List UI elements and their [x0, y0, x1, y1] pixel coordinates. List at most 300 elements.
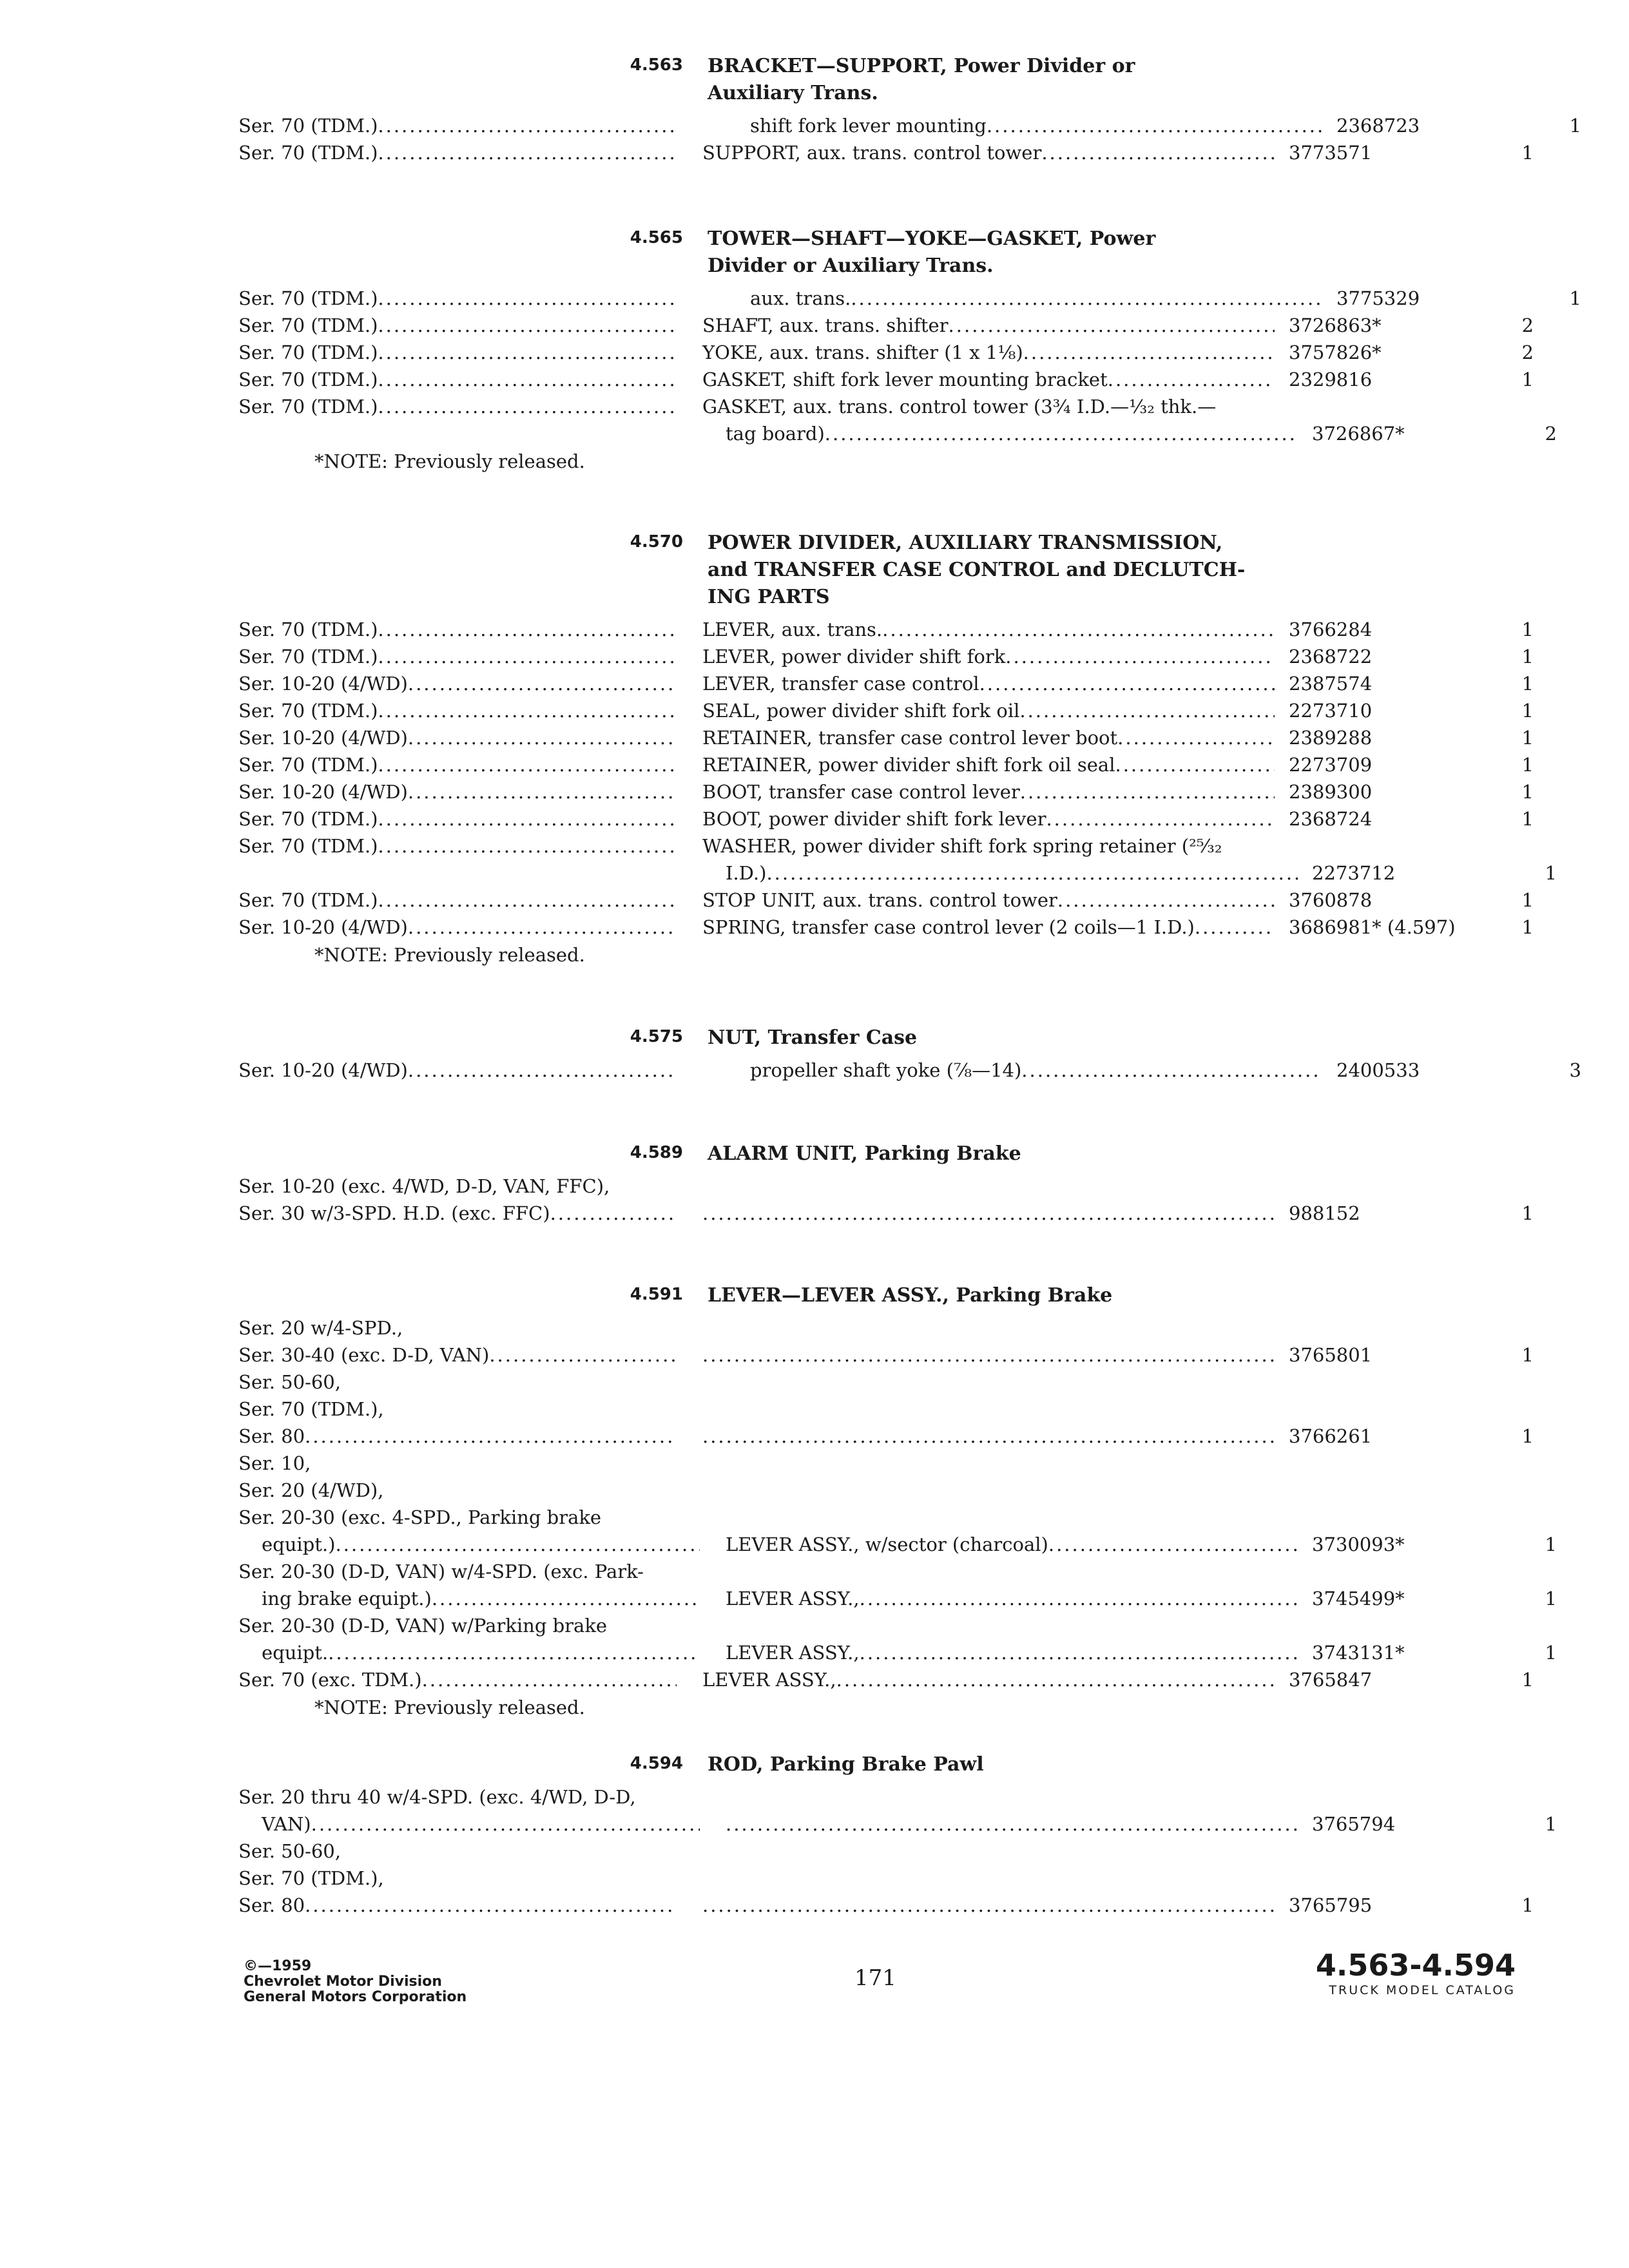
catalog-name: TRUCK MODEL CATALOG	[1329, 1983, 1516, 1997]
table-row	[238, 887, 1534, 914]
series-text: Ser. 70 (TDM.)	[238, 835, 378, 857]
section-title-line: ING PARTS	[708, 586, 830, 608]
part-number: 988152	[1289, 1202, 1360, 1224]
series-cell	[238, 1865, 677, 1892]
dot-leader	[305, 1892, 677, 1919]
table-row	[238, 1612, 1514, 1639]
quantity: 1	[1521, 1894, 1534, 1916]
quantity: 1	[1545, 1642, 1557, 1664]
dot-leader	[882, 616, 1275, 643]
description-cell	[702, 724, 1275, 751]
description-text: SEAL, power divider shift fork oil	[702, 700, 1020, 722]
dot-leader	[378, 832, 677, 860]
dot-leader	[987, 112, 1322, 139]
part-number: 3765794	[1312, 1813, 1396, 1835]
dot-leader	[1019, 697, 1275, 724]
part-number: 2368722	[1289, 646, 1373, 668]
table-row	[238, 805, 1534, 832]
catalog-section	[238, 1751, 1557, 1919]
description-cell	[702, 778, 1275, 805]
section-header	[238, 1140, 1514, 1168]
table-row	[238, 1314, 1514, 1341]
part-number: 2329816	[1289, 369, 1373, 390]
part-number: 2389300	[1289, 781, 1373, 803]
description-cell	[702, 1423, 1275, 1450]
quantity: 1	[1569, 115, 1581, 137]
dot-leader	[408, 1057, 677, 1084]
table-row	[238, 1477, 1514, 1504]
description-cell	[702, 860, 1298, 887]
series-text: Ser. 20 thru 40 w/4-SPD. (exc. 4/WD, D-D,	[238, 1786, 636, 1808]
table-row	[238, 778, 1534, 805]
part-number: 3765847	[1289, 1669, 1373, 1691]
series-cell	[238, 724, 677, 751]
dot-leader	[378, 643, 677, 670]
series-text: Ser. 20-30 (D-D, VAN) w/4-SPD. (exc. Park-	[238, 1561, 644, 1582]
quantity: 1	[1521, 754, 1534, 776]
catalog-section	[238, 1024, 1581, 1084]
series-text: Ser. 30 w/3-SPD. H.D. (exc. FFC)	[238, 1202, 550, 1224]
dot-leader	[408, 670, 677, 697]
series-text: equipt.)	[262, 1533, 336, 1555]
description-text: LEVER ASSY., w/sector (charcoal)	[726, 1533, 1048, 1555]
section-header	[238, 530, 1514, 611]
dot-leader	[378, 697, 677, 724]
dot-leader	[1115, 751, 1275, 778]
table-row	[238, 1341, 1534, 1369]
part-number: 3760878	[1289, 889, 1373, 911]
series-text: Ser. 10-20 (4/WD)	[238, 781, 408, 803]
series-text: Ser. 30-40 (exc. D-D, VAN)	[238, 1344, 490, 1366]
quantity: 1	[1521, 369, 1534, 390]
series-cell	[238, 1892, 677, 1919]
description-text: tag board)	[726, 423, 825, 445]
dot-leader	[1057, 887, 1275, 914]
table-row	[238, 1639, 1557, 1666]
series-text: Ser. 50-60,	[238, 1371, 341, 1393]
quantity: 1	[1521, 700, 1534, 722]
table-row	[238, 1892, 1534, 1919]
parts-table	[238, 1057, 1581, 1084]
section-number: 4.575	[630, 1027, 683, 1046]
series-cell	[238, 1504, 677, 1531]
description-cell	[702, 339, 1275, 366]
dot-leader	[1108, 366, 1275, 393]
series-text: Ser. 20-30 (exc. 4-SPD., Parking brake	[238, 1506, 602, 1528]
description-text: GASKET, shift fork lever mounting bracket	[702, 369, 1108, 390]
table-row	[238, 914, 1534, 941]
dot-leader	[1021, 1057, 1322, 1084]
description-text: LEVER, transfer case control	[702, 673, 979, 695]
part-number: 3775329	[1336, 287, 1420, 309]
section-number: 4.570	[630, 532, 683, 552]
part-number: 2387574	[1289, 673, 1373, 695]
dot-leader	[335, 1531, 700, 1558]
dot-leader	[1005, 643, 1275, 670]
series-text: Ser. 70 (TDM.)	[238, 808, 378, 830]
description-text: SHAFT, aux. trans. shifter	[702, 314, 949, 336]
series-cell	[238, 312, 677, 339]
series-text: Ser. 70 (TDM.)	[238, 700, 378, 722]
section-title-line: ROD, Parking Brake Pawl	[708, 1753, 984, 1776]
series-cell	[238, 616, 677, 643]
description-text: BOOT, transfer case control lever	[702, 781, 1020, 803]
quantity: 1	[1569, 287, 1581, 309]
dot-leader	[702, 1892, 1275, 1919]
description-cell	[702, 616, 1275, 643]
footnote: *NOTE: Previously released.	[314, 1696, 585, 1718]
quantity: 1	[1545, 1533, 1557, 1555]
table-row	[238, 724, 1534, 751]
section-title-line: Auxiliary Trans.	[708, 82, 878, 104]
section-title	[708, 53, 1326, 107]
catalog-section	[238, 226, 1581, 476]
series-text: Ser. 70 (TDM.)	[238, 287, 378, 309]
description-cell	[702, 914, 1275, 941]
dot-leader	[378, 616, 677, 643]
description-text: YOKE, aux. trans. shifter (1 x 1⅛)	[702, 341, 1023, 363]
quantity: 1	[1521, 808, 1534, 830]
description-cell	[702, 285, 1322, 312]
quantity: 1	[1545, 1588, 1557, 1610]
series-text: Ser. 10-20 (4/WD)	[238, 727, 408, 749]
table-row	[238, 1811, 1557, 1838]
description-text: LEVER, power divider shift fork	[702, 646, 1006, 668]
description-text: LEVER ASSY.,	[726, 1642, 860, 1664]
series-cell	[238, 643, 677, 670]
series-cell	[238, 393, 677, 420]
part-number: 2273710	[1289, 700, 1373, 722]
dot-leader	[378, 887, 677, 914]
part-number: 3765801	[1289, 1344, 1373, 1366]
dot-leader	[825, 420, 1298, 447]
dot-leader	[860, 1585, 1298, 1612]
description-text: aux. trans.	[750, 287, 851, 309]
table-row	[238, 312, 1534, 339]
dot-leader	[726, 1811, 1298, 1838]
description-cell	[726, 1811, 1298, 1838]
quantity: 1	[1521, 727, 1534, 749]
description-text: LEVER, aux. trans.	[702, 619, 883, 640]
part-number: 3730093*	[1312, 1533, 1405, 1555]
table-row	[238, 1504, 1514, 1531]
series-cell	[238, 1369, 677, 1396]
part-number: 2389288	[1289, 727, 1373, 749]
description-text: I.D.)	[726, 862, 767, 884]
series-text: VAN)	[262, 1813, 311, 1835]
description-cell	[702, 1341, 1275, 1369]
series-text: Ser. 70 (TDM.)	[238, 889, 378, 911]
series-cell	[238, 1639, 700, 1666]
series-cell	[238, 1783, 677, 1811]
part-number: 3686981* (4.597)	[1289, 916, 1456, 938]
table-row	[238, 1666, 1534, 1693]
table-row	[238, 366, 1534, 393]
description-text: RETAINER, transfer case control lever boot	[702, 727, 1118, 749]
description-cell	[702, 887, 1275, 914]
description-cell	[726, 1639, 1298, 1666]
series-text: Ser. 50-60,	[238, 1840, 341, 1862]
dot-leader	[378, 339, 677, 366]
quantity: 2	[1545, 423, 1557, 445]
description-text: WASHER, power divider shift fork spring retainer (²⁵⁄₃₂	[702, 835, 1222, 857]
series-cell	[238, 887, 677, 914]
series-text: Ser. 70 (exc. TDM.)	[238, 1669, 422, 1691]
parts-table	[238, 1314, 1557, 1693]
description-text: LEVER ASSY.,	[702, 1669, 836, 1691]
description-cell	[702, 112, 1322, 139]
series-cell	[238, 805, 677, 832]
dot-leader	[378, 112, 677, 139]
dot-leader	[378, 751, 677, 778]
copyright-block	[244, 1959, 467, 2005]
series-text: Ser. 80	[238, 1894, 305, 1916]
dot-leader	[378, 312, 677, 339]
quantity: 2	[1521, 314, 1534, 336]
series-cell	[238, 1531, 700, 1558]
part-number: 3726867*	[1312, 423, 1405, 445]
table-row	[238, 339, 1534, 366]
description-cell	[702, 832, 1275, 860]
section-number: 4.563	[630, 55, 683, 75]
footer-range-block	[1316, 1948, 1516, 1999]
section-title	[708, 530, 1326, 611]
quantity: 1	[1521, 619, 1534, 640]
series-cell	[238, 751, 677, 778]
series-cell	[238, 1666, 677, 1693]
parts-table	[238, 285, 1581, 447]
description-cell	[702, 1666, 1275, 1693]
dot-leader	[408, 914, 677, 941]
dot-leader	[489, 1341, 677, 1369]
quantity: 2	[1521, 341, 1534, 363]
description-cell	[702, 1892, 1275, 1919]
description-cell	[702, 420, 1298, 447]
quantity: 3	[1569, 1059, 1581, 1081]
series-text: Ser. 70 (TDM.)	[238, 115, 378, 137]
dot-leader	[550, 1200, 677, 1227]
catalog-section	[238, 1140, 1534, 1227]
series-cell	[238, 832, 677, 860]
dot-leader	[766, 860, 1298, 887]
section-title	[708, 1751, 1326, 1778]
series-cell	[238, 670, 677, 697]
quantity: 1	[1521, 1425, 1534, 1447]
catalog-section	[238, 1282, 1557, 1722]
series-cell	[238, 1450, 677, 1477]
table-row	[238, 616, 1534, 643]
dot-leader	[311, 1811, 700, 1838]
description-text: GASKET, aux. trans. control tower (3¾ I.D.—⅓₂ thk.—	[702, 396, 1217, 418]
description-cell	[702, 670, 1275, 697]
description-cell	[726, 1585, 1298, 1612]
part-number: 3765795	[1289, 1894, 1373, 1916]
part-number: 3726863*	[1289, 314, 1382, 336]
description-cell	[702, 643, 1275, 670]
section-title-line: POWER DIVIDER, AUXILIARY TRANSMISSION,	[708, 532, 1223, 554]
section-header	[238, 226, 1514, 280]
parts-table	[238, 1173, 1534, 1227]
dot-leader	[378, 366, 677, 393]
section-title-line: and TRANSFER CASE CONTROL and DECLUTCH-	[708, 559, 1246, 581]
series-cell	[238, 112, 677, 139]
series-cell	[238, 139, 677, 166]
series-text: Ser. 70 (TDM.)	[238, 619, 378, 640]
part-number: 3766261	[1289, 1425, 1373, 1447]
series-text: Ser. 70 (TDM.)	[238, 314, 378, 336]
section-title-line: BRACKET—SUPPORT, Power Divider or	[708, 55, 1135, 77]
series-text: Ser. 10,	[238, 1452, 311, 1474]
series-cell	[238, 1200, 677, 1227]
dot-leader	[328, 1639, 700, 1666]
table-row	[238, 697, 1534, 724]
series-cell	[238, 1838, 677, 1865]
series-text: ing brake equipt.)	[262, 1588, 432, 1610]
series-cell	[238, 285, 677, 312]
section-header	[238, 1024, 1514, 1052]
series-text: Ser. 70 (TDM.)	[238, 646, 378, 668]
quantity: 1	[1521, 1669, 1534, 1691]
dot-leader	[1048, 1531, 1298, 1558]
dot-leader	[408, 724, 677, 751]
description-text: SPRING, transfer case control lever (2 coils—1 I.D.)	[702, 916, 1195, 938]
description-text: RETAINER, power divider shift fork oil seal	[702, 754, 1115, 776]
table-row	[238, 1838, 1514, 1865]
description-cell	[702, 805, 1275, 832]
table-row	[238, 1783, 1514, 1811]
series-text: Ser. 20-30 (D-D, VAN) w/Parking brake	[238, 1615, 608, 1637]
dot-leader	[1023, 339, 1275, 366]
description-text: shift fork lever mounting	[750, 115, 987, 137]
quantity: 1	[1545, 1813, 1557, 1835]
quantity: 1	[1521, 142, 1534, 164]
dot-leader	[949, 312, 1275, 339]
quantity: 1	[1545, 862, 1557, 884]
copyright-line: General Motors Corporation	[244, 1989, 467, 2005]
series-cell	[238, 1585, 700, 1612]
table-row	[238, 1531, 1557, 1558]
part-number: 2368723	[1336, 115, 1420, 137]
part-number: 3757826*	[1289, 341, 1382, 363]
series-cell	[238, 1477, 677, 1504]
dot-leader	[702, 1423, 1275, 1450]
dot-leader	[408, 778, 677, 805]
section-range: 4.563-4.594	[1315, 1948, 1516, 1983]
series-text: Ser. 20 (4/WD),	[238, 1479, 384, 1501]
table-row	[238, 860, 1557, 887]
table-row	[238, 1200, 1534, 1227]
table-row	[238, 139, 1534, 166]
dot-leader	[1195, 914, 1275, 941]
quantity: 1	[1521, 781, 1534, 803]
section-title	[708, 226, 1326, 280]
series-text: Ser. 70 (TDM.),	[238, 1398, 384, 1420]
copyright-line: Chevrolet Motor Division	[244, 1974, 442, 1990]
quantity: 1	[1521, 1202, 1534, 1224]
series-text: Ser. 70 (TDM.)	[238, 341, 378, 363]
copyright-line: ©—1959	[244, 1958, 312, 1974]
footnote: *NOTE: Previously released.	[314, 944, 585, 966]
series-cell	[238, 1057, 677, 1084]
quantity: 1	[1521, 916, 1534, 938]
series-cell	[238, 1423, 677, 1450]
footnote: *NOTE: Previously released.	[314, 450, 585, 472]
dot-leader	[860, 1639, 1298, 1666]
section-title-line: ALARM UNIT, Parking Brake	[708, 1142, 1021, 1165]
dot-leader	[979, 670, 1275, 697]
table-row	[238, 643, 1534, 670]
description-text: SUPPORT, aux. trans. control tower	[702, 142, 1042, 164]
part-number: 3773571	[1289, 142, 1373, 164]
dot-leader	[305, 1423, 677, 1450]
dot-leader	[378, 805, 677, 832]
quantity: 1	[1521, 1344, 1534, 1366]
catalog-section	[238, 530, 1557, 969]
description-text: STOP UNIT, aux. trans. control tower	[702, 889, 1057, 911]
dot-leader	[432, 1585, 700, 1612]
parts-table	[238, 616, 1557, 941]
part-number: 2273709	[1289, 754, 1373, 776]
dot-leader	[702, 1341, 1275, 1369]
description-text: propeller shaft yoke (⅞—14)	[750, 1059, 1022, 1081]
series-cell	[238, 914, 677, 941]
part-number: 3743131*	[1312, 1642, 1405, 1664]
dot-leader	[851, 285, 1322, 312]
description-cell	[702, 751, 1275, 778]
description-cell	[702, 1200, 1275, 1227]
description-cell	[702, 1057, 1322, 1084]
series-text: Ser. 70 (TDM.)	[238, 754, 378, 776]
table-row	[238, 1558, 1514, 1585]
series-cell	[238, 1811, 700, 1838]
parts-table	[238, 112, 1581, 166]
series-cell	[238, 1341, 677, 1369]
section-number: 4.594	[630, 1754, 683, 1773]
table-row	[238, 670, 1534, 697]
dot-leader	[702, 1200, 1275, 1227]
dot-leader	[378, 393, 677, 420]
series-text: Ser. 80	[238, 1425, 305, 1447]
section-title-line: TOWER—SHAFT—YOKE—GASKET, Power	[708, 227, 1156, 250]
description-cell	[702, 366, 1275, 393]
table-row	[238, 1173, 1514, 1200]
series-text: Ser. 10-20 (4/WD)	[238, 673, 408, 695]
description-cell	[702, 393, 1275, 420]
section-number: 4.589	[630, 1143, 683, 1162]
section-header	[238, 53, 1514, 107]
section-title-line: Divider or Auxiliary Trans.	[708, 255, 994, 277]
table-row	[238, 1585, 1557, 1612]
table-row	[238, 112, 1581, 139]
dot-leader	[1046, 805, 1275, 832]
series-cell	[238, 1612, 677, 1639]
part-number: 3766284	[1289, 619, 1373, 640]
section-number: 4.591	[630, 1285, 683, 1304]
section-number: 4.565	[630, 228, 683, 247]
catalog-section	[238, 53, 1581, 166]
series-text: equipt.	[262, 1642, 329, 1664]
section-title	[708, 1282, 1326, 1309]
series-cell	[238, 778, 677, 805]
description-cell	[702, 697, 1275, 724]
description-text: LEVER ASSY.,	[726, 1588, 860, 1610]
description-cell	[702, 312, 1275, 339]
dot-leader	[836, 1666, 1275, 1693]
series-text: Ser. 70 (TDM.)	[238, 369, 378, 390]
dot-leader	[1041, 139, 1275, 166]
section-title	[708, 1140, 1326, 1168]
table-row	[238, 1396, 1514, 1423]
